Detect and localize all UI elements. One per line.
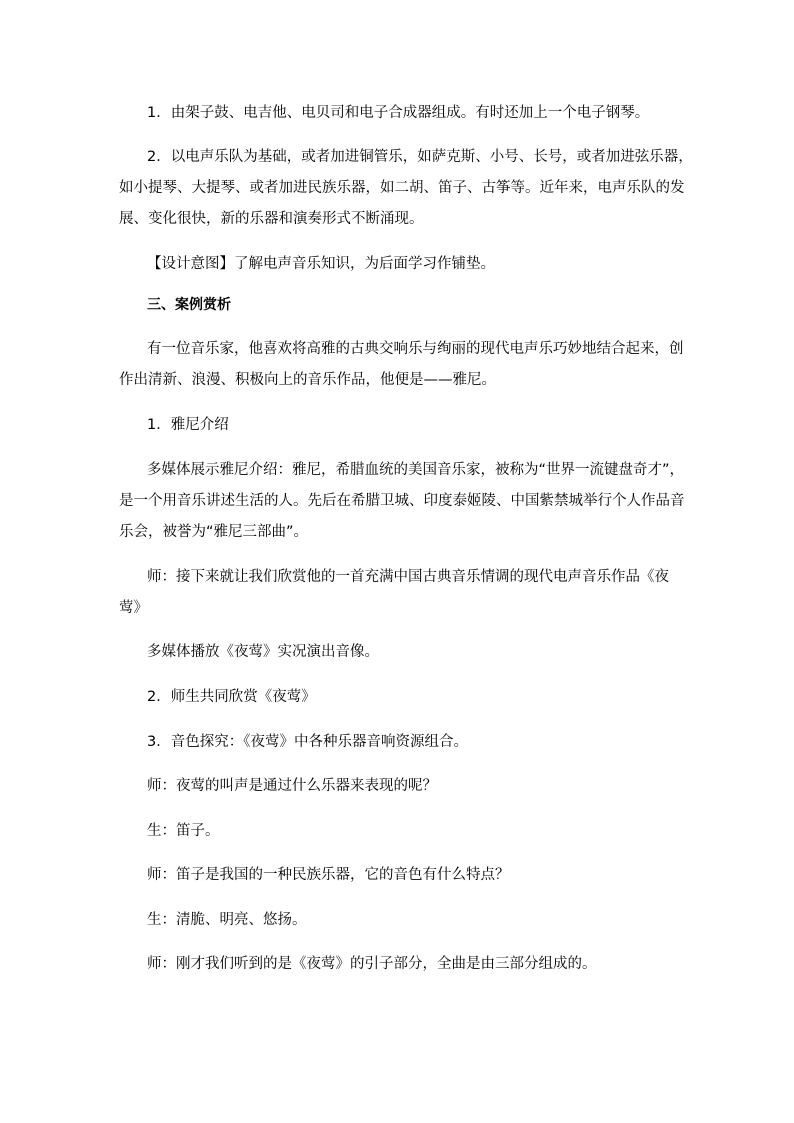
text-line: 有一位音乐家，他喜欢将高雅的古典交响乐与绚丽的现代电声乐巧妙地结合起来，创 <box>147 341 684 357</box>
text-line: 莺》 <box>119 600 148 616</box>
text-line: 1．雅尼介绍 <box>147 417 229 433</box>
text-line: 师：刚才我们听到的是《夜莺》的引子部分，全曲是由三部分组成的。 <box>147 956 597 972</box>
heading-text: 三、案例赏析 <box>147 297 231 313</box>
text-line: 是一个用音乐讲述生活的人。先后在希腊卫城、印度泰姬陵、中国紫禁城举行个人作品音 <box>119 493 685 509</box>
text-line: 1．由架子鼓、电吉他、电贝司和电子合成器组成。有时还加上一个电子钢琴。 <box>147 105 650 121</box>
text-line: 展、变化很快，新的乐器和演奏形式不断涌现。 <box>119 211 424 227</box>
text-line: 3．音色探究：《夜莺》中各种乐器音响资源组合。 <box>147 734 468 750</box>
text-line: 师：接下来就让我们欣赏他的一首充满中国古典音乐情调的现代电声音乐作品《夜 <box>147 569 669 585</box>
text-line: 如小提琴、大提琴、或者加进民族乐器，如二胡、笛子、古筝等。近年来，电声乐队的发 <box>119 180 685 196</box>
text-line: 作出清新、浪漫、积极向上的音乐作品，他便是——雅尼。 <box>119 372 496 388</box>
text-line: 2．以电声乐队为基础，或者加进铜管乐，如萨克斯、小号、长号，或者加进弦乐器， <box>147 149 693 165</box>
text-line: 2．师生共同欣赏《夜莺》 <box>147 689 316 705</box>
text-line: 师：笛子是我国的一种民族乐器，它的音色有什么特点？ <box>147 867 510 883</box>
text-line: 生：清脆、明亮、悠扬。 <box>147 912 307 928</box>
text-line: 生：笛子。 <box>147 823 220 839</box>
text-line: 多媒体展示雅尼介绍：雅尼，希腊血统的美国音乐家，被称为“世界一流键盘奇才”， <box>147 462 685 478</box>
text-line: 多媒体播放《夜莺》实况演出音像。 <box>147 644 379 660</box>
text-line: 师：夜莺的叫声是通过什么乐器来表现的呢？ <box>147 778 437 794</box>
text-line: 乐会，被誉为“雅尼三部曲”。 <box>119 524 309 540</box>
text-line: 【设计意图】了解电声音乐知识，为后面学习作铺垫。 <box>147 256 495 272</box>
